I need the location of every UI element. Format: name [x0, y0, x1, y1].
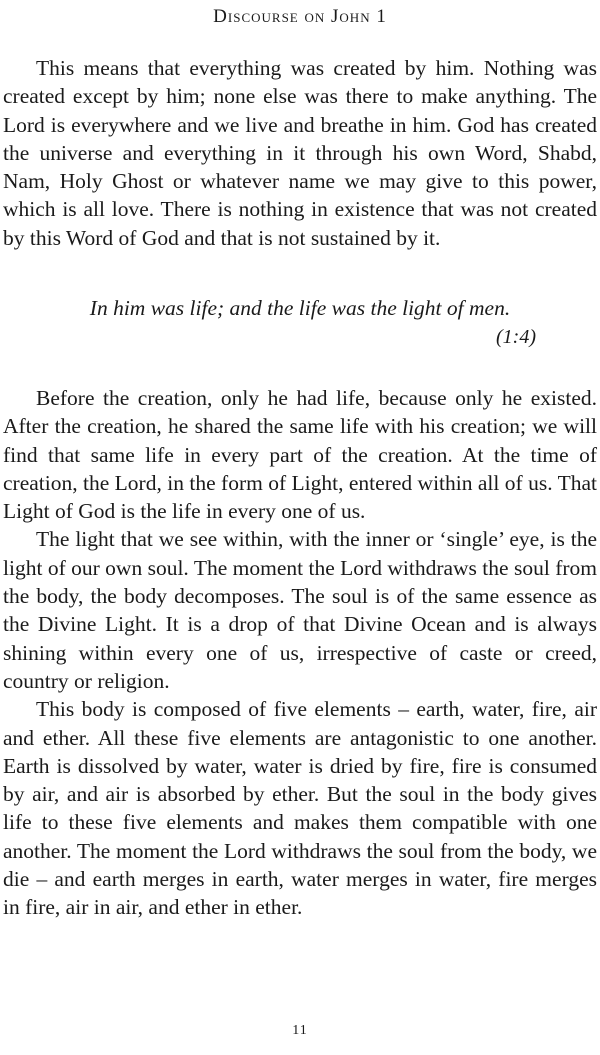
running-head: Discourse on John 1 [213, 6, 387, 27]
commentary-block [3, 384, 597, 922]
paragraph: Before the creation, only he had life, because only he existed. After the creation, he shared the same life with his creation; we will find that same life in every part of the creation. At the time of creation, the Lord, in the form of Light, entered within all of us. That Light of God is the life in every one of us. [3, 386, 597, 524]
paragraph: The light that we see within, with the inner or ‘single’ eye, is the light of our own soul. The moment the Lord withdraws the soul from the body, the body decomposes. The soul is of the same essence as the Divine Light. It is a drop of that Divine Ocean and is always shining within every one of us, irrespective of caste or creed, country or religion. [3, 527, 597, 693]
scripture-verse: In him was life; and the life was the light of men. [89, 296, 511, 320]
verse-reference: (1:4) [496, 326, 536, 348]
page-number: 11 [292, 1023, 308, 1038]
paragraph: This body is composed of five elements – earth, water, fire, air and ether. All these five elements are antagonistic to one another. Earth is dissolved by water, water is dried by fire, fire is consumed by air, and air is absorbed by ether. But the soul in the body gives life to these five elements and makes them compatible with one another. The moment the Lord withdraws the soul from the body, we die – and earth merges in earth, water merges in water, fire merges in fire, air in air, and ether in ether. [3, 697, 597, 920]
paragraph: This means that everything was created by him. Nothing was created except by him; none else was there to make anything. The Lord is everywhere and we live and breathe in him. God has created the universe and everything in it through his own Word, Shabd, Nam, Holy Ghost or whatever name we may give to this power, which is all love. There is nothing in existence that was not created by this Word of God and that is not sustained by it. [3, 56, 597, 250]
